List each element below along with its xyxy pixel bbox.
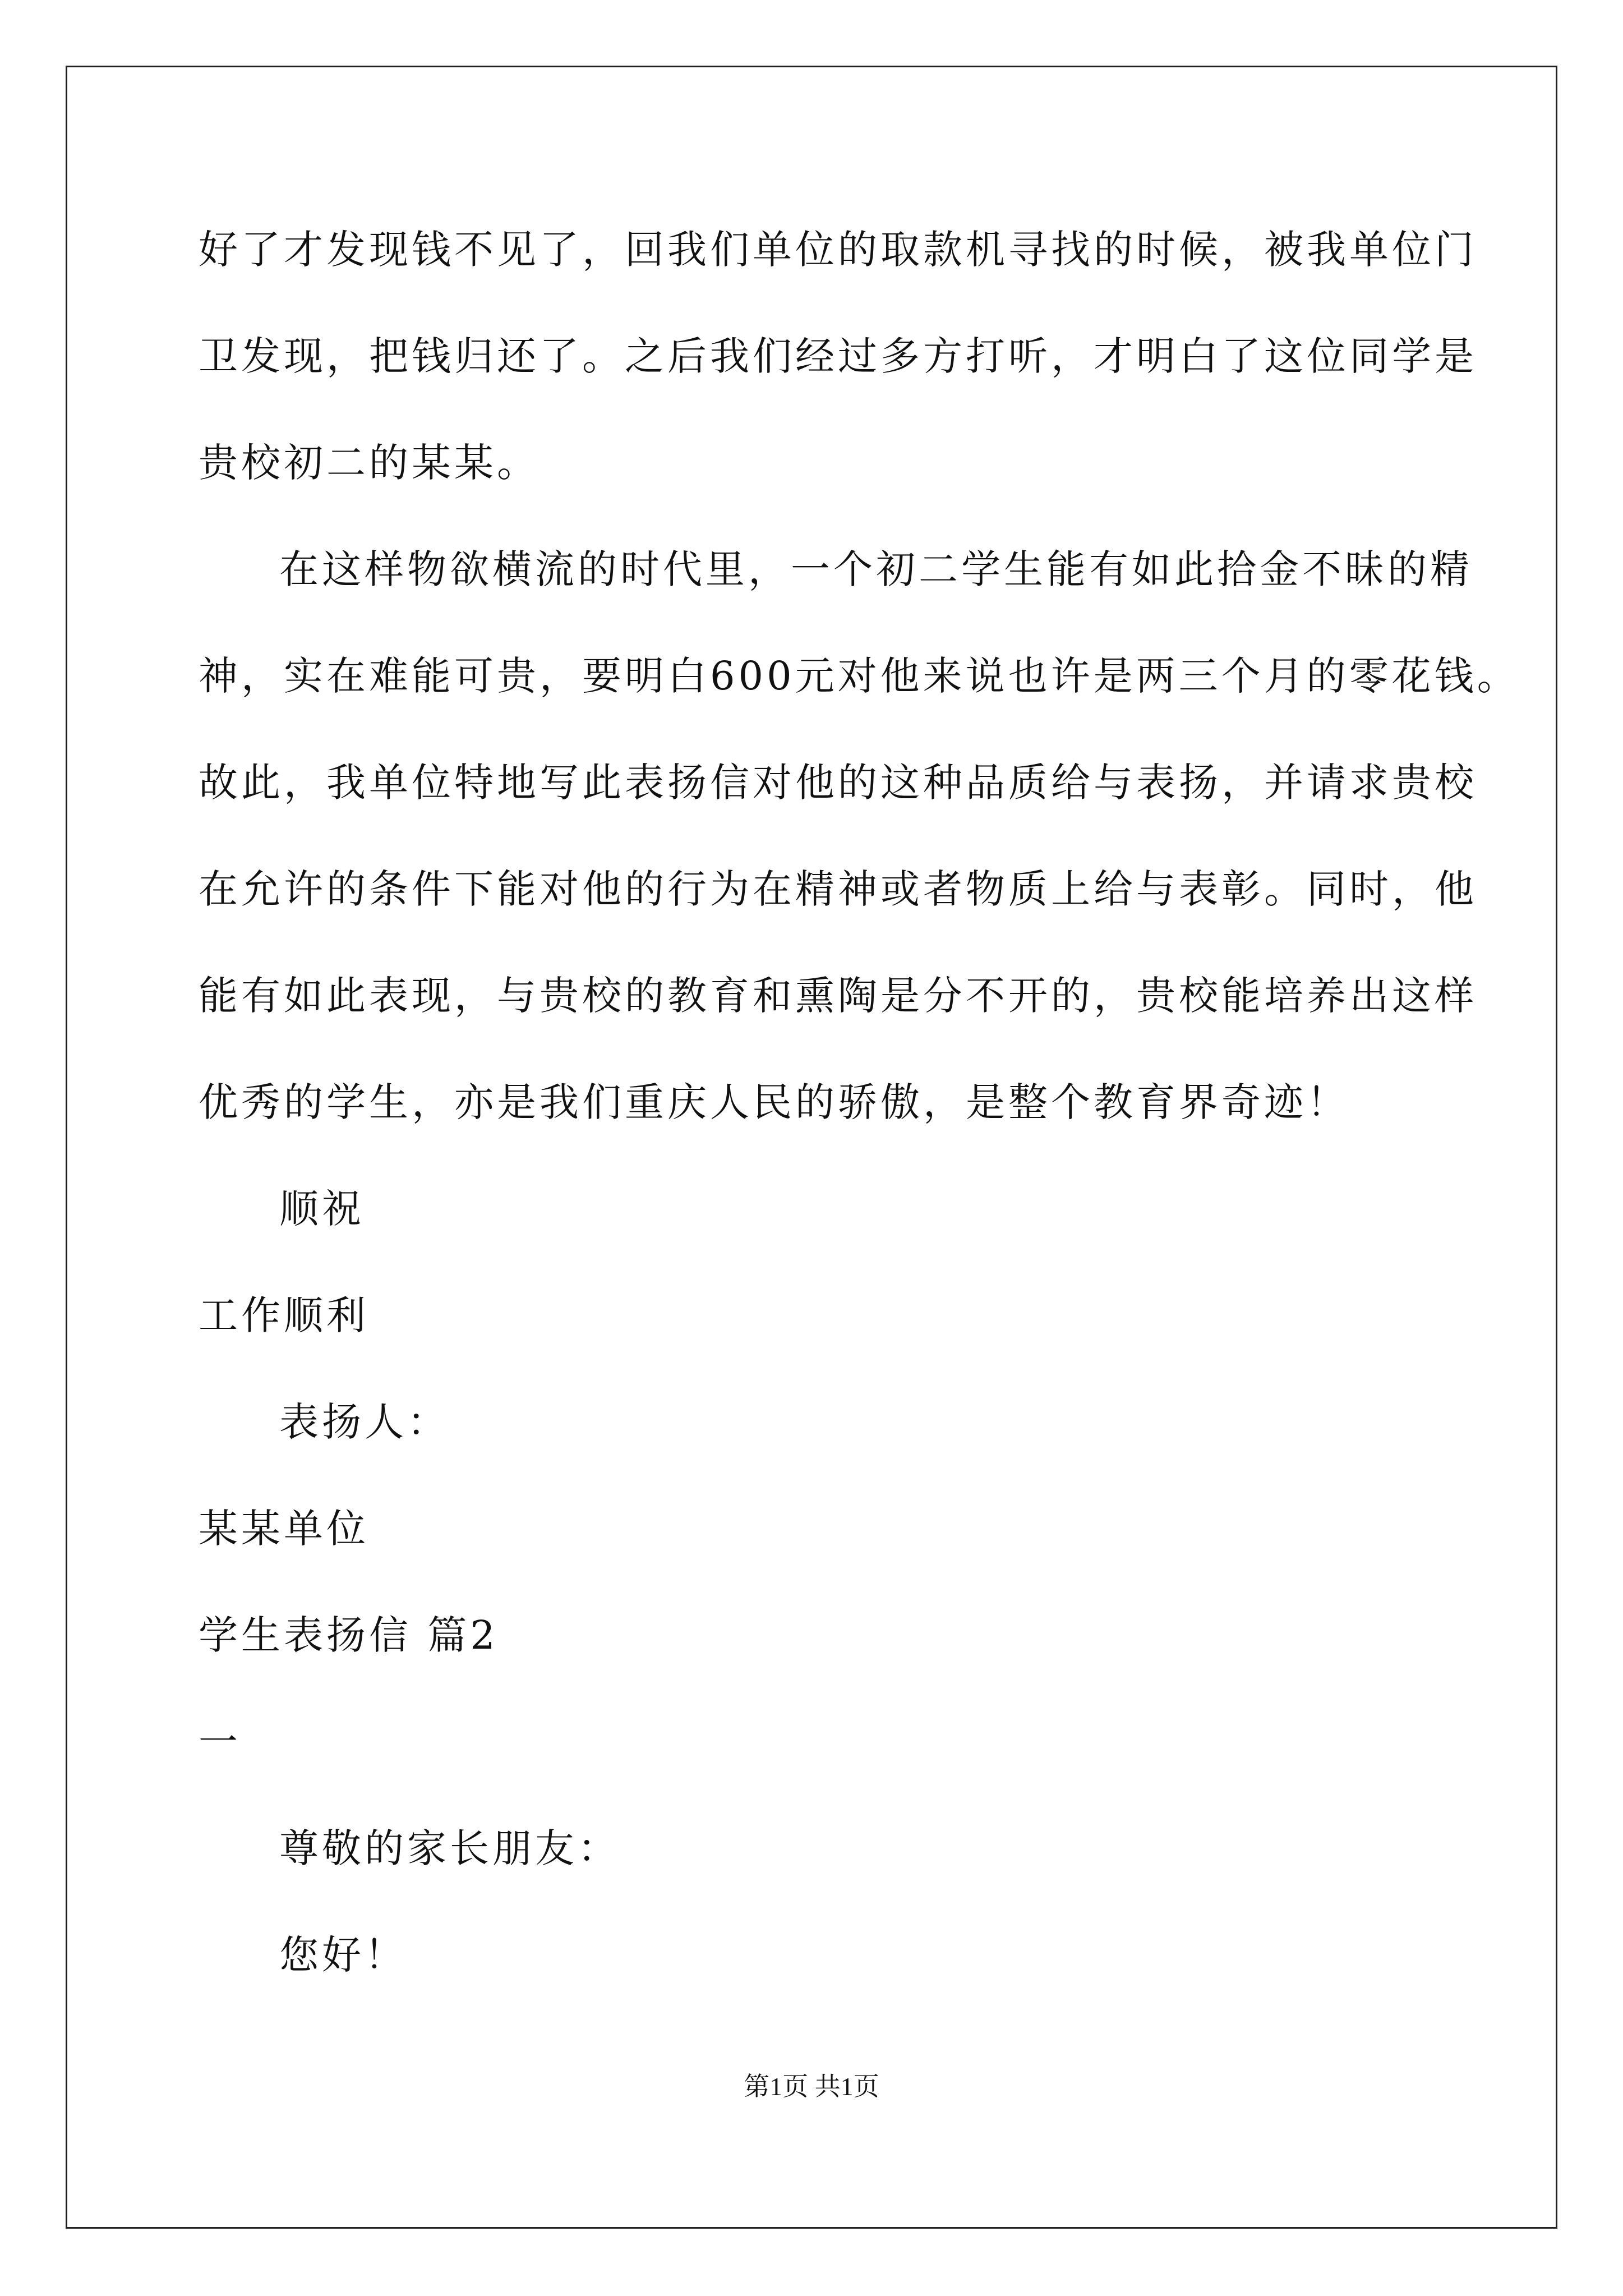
section-heading: 学生表扬信 篇2 [199,1612,499,1658]
paragraph-line: 在这样物欲横流的时代里，一个初二学生能有如此拾金不昧的精 [279,546,1473,592]
greeting: 您好！ [279,1932,407,1978]
paragraph-line: 故此，我单位特地写此表扬信对他的这种品质给与表扬，并请求贵校 [199,760,1477,806]
page-footer: 第1页 共1页 [744,2072,879,2101]
section-number: 一 [199,1719,241,1765]
salutation: 尊敬的家长朋友： [279,1825,620,1871]
paragraph-line: 在允许的条件下能对他的行为在精神或者物质上给与表彰。同时，他 [199,866,1477,912]
closing-wish: 工作顺利 [199,1292,369,1338]
closing-greeting: 顺祝 [279,1186,365,1232]
paragraph-line: 卫发现，把钱归还了。之后我们经过多方打听，才明白了这位同学是 [199,333,1477,379]
paragraph-line: 好了才发现钱不见了，回我们单位的取款机寻找的时候，被我单位门 [199,227,1477,273]
signature-label: 表扬人： [279,1399,450,1445]
paragraph-line: 神，实在难能可贵，要明白600元对他来说也许是两三个月的零花钱。 [199,653,1520,699]
page-border [66,66,1557,2229]
signature-name: 某某单位 [199,1506,369,1552]
paragraph-line: 能有如此表现，与贵校的教育和熏陶是分不开的，贵校能培养出这样 [199,973,1477,1019]
paragraph-line: 贵校初二的某某。 [199,440,540,486]
paragraph-line: 优秀的学生，亦是我们重庆人民的骄傲，是整个教育界奇迹！ [199,1079,1349,1125]
